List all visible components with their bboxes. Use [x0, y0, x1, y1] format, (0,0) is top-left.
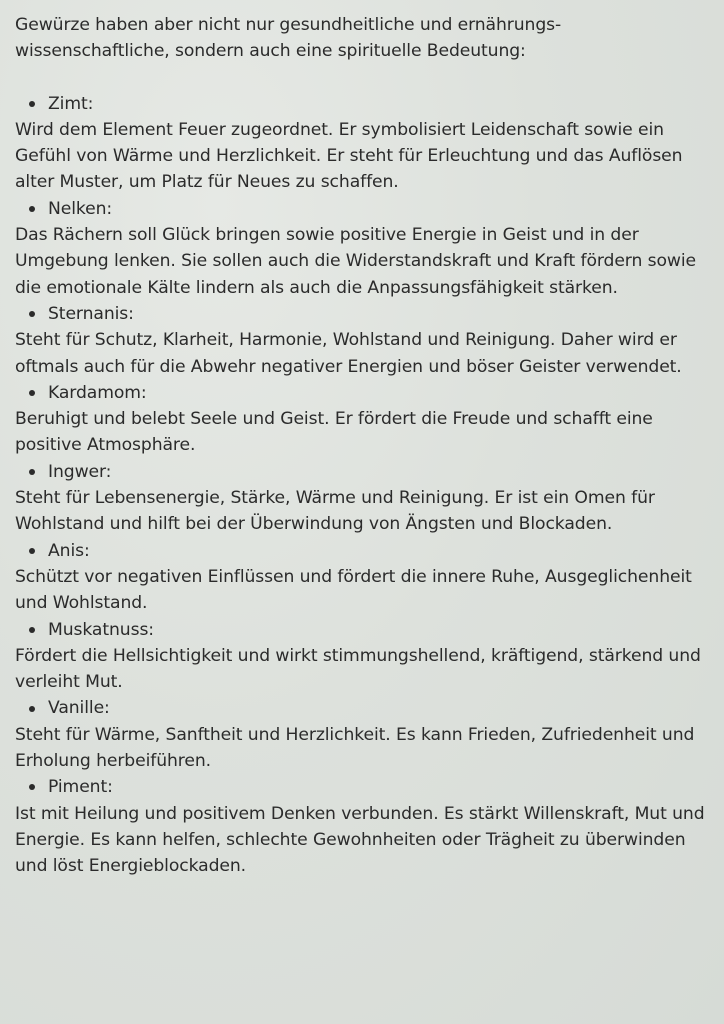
spice-item-ingwer — [15, 459, 715, 538]
spice-name: Zimt: — [48, 93, 94, 114]
bullet-icon — [29, 311, 35, 317]
intro-paragraph: Gewürze haben aber nicht nur gesundheitliche und ernährungs-wissenschaftliche, sondern auch eine spirituelle Bedeutung: — [15, 15, 562, 62]
spice-name: Ingwer: — [48, 461, 112, 482]
bullet-icon — [29, 627, 35, 633]
spice-description: Das Rächern soll Glück bringen sowie positive Energie in Geist und in der Umgebung lenken. Sie sollen auch die Widerstandskraft und Kraft fördern sowie die emotionale Kälte lindern als auch die Anpassungsfähigkeit stärken. — [15, 225, 697, 298]
spice-item-zimt — [15, 91, 715, 196]
spice-item-muskatnuss — [15, 617, 715, 696]
document-content — [15, 12, 715, 880]
spice-description: Beruhigt und belebt Seele und Geist. Er fördert die Freude und schafft eine positive Atmosphäre. — [15, 409, 653, 456]
spice-heading — [15, 774, 715, 800]
spice-description: Wird dem Element Feuer zugeordnet. Er symbolisiert Leidenschaft sowie ein Gefühl von Wärme und Herzlichkeit. Er steht für Erleuchtung und das Auflösen alter Muster, um Platz für Neues zu schaffen. — [15, 119, 683, 193]
bullet-icon — [29, 390, 35, 396]
spice-heading — [15, 196, 715, 222]
spice-name: Nelken: — [48, 198, 113, 219]
spice-item-piment — [15, 774, 715, 879]
spice-heading — [15, 301, 715, 327]
spice-name: Kardamom: — [48, 382, 147, 403]
spice-heading — [15, 617, 715, 643]
spice-item-nelken — [15, 196, 715, 301]
bullet-icon — [29, 548, 35, 554]
spice-description: Fördert die Hellsichtigkeit und wirkt stimmungshellend, kräftigend, stärkend und verleiht Mut. — [15, 645, 701, 693]
spice-item-anis — [15, 538, 715, 617]
spice-description: Steht für Lebensenergie, Stärke, Wärme und Reinigung. Er ist ein Omen für Wohlstand und hilft bei der Überwindung von Ängsten und Blockaden. — [15, 488, 655, 535]
bullet-icon — [29, 206, 35, 212]
spice-description: Steht für Wärme, Sanftheit und Herzlichkeit. Es kann Frieden, Zufriedenheit und Erholung herbeiführen. — [15, 724, 695, 772]
spice-item-kardamom — [15, 380, 715, 459]
bullet-icon — [29, 469, 35, 475]
spice-heading — [15, 91, 715, 117]
spice-name: Anis: — [48, 540, 90, 561]
spice-description: Schützt vor negativen Einflüssen und fördert die innere Ruhe, Ausgeglichenheit und Wohlstand. — [15, 566, 692, 614]
spice-heading — [15, 538, 715, 564]
spice-item-vanille — [15, 695, 715, 774]
spice-item-sternanis — [15, 301, 715, 380]
spice-description: Steht für Schutz, Klarheit, Harmonie, Wohlstand und Reinigung. Daher wird er oftmals auch für die Abwehr negativer Energien und böser Geister verwendet. — [15, 330, 682, 377]
spice-name: Piment: — [48, 777, 113, 798]
bullet-icon — [29, 101, 35, 107]
spice-heading — [15, 695, 715, 721]
spice-name: Vanille: — [48, 698, 110, 719]
spice-name: Sternanis: — [48, 303, 134, 324]
spice-heading — [15, 380, 715, 406]
spice-description: Ist mit Heilung und positivem Denken verbunden. Es stärkt Willenskraft, Mut und Energie. Es kann helfen, schlechte Gewohnheiten oder Trägheit zu überwinden und löst Energieblockaden. — [15, 803, 705, 877]
spice-name: Muskatnuss: — [48, 619, 154, 640]
bullet-icon — [29, 706, 35, 712]
bullet-icon — [29, 784, 35, 790]
spice-heading — [15, 459, 715, 485]
